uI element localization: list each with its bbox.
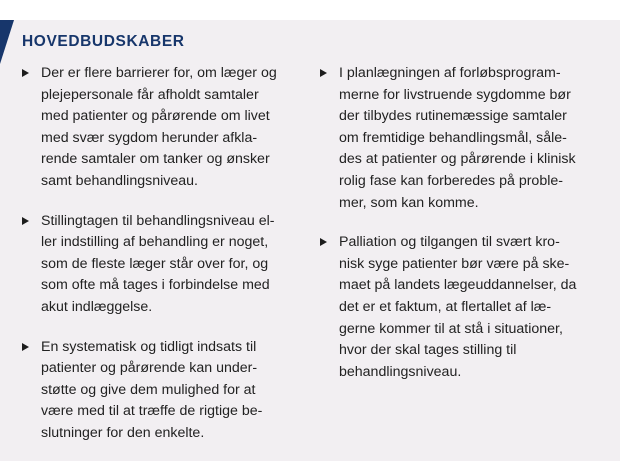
bullet-line: det er et faktum, at flertallet af læ-: [339, 298, 552, 315]
bullet-line: I planlægningen af forløbsprogram-: [339, 65, 561, 81]
bullet-line: behandlingsniveau.: [339, 363, 462, 380]
bullet-item: [22, 211, 304, 319]
bullet-line: des at patienter og pårørende i klinisk: [339, 151, 576, 168]
triangle-right-icon: [320, 69, 327, 77]
bullet-line: Palliation og tilgangen til svært kro-: [339, 234, 560, 251]
bullet-line: rolig fase kan forberedes på proble-: [339, 172, 563, 189]
triangle-right-icon: [320, 238, 327, 246]
bullet-item: [320, 232, 602, 383]
bullet-line: plejepersonale får afholdt samtaler: [41, 86, 259, 103]
bullet-line: hvor der skal tages stilling til: [339, 342, 517, 359]
bullet-line: med svær sygdom herunder afkla-: [41, 129, 258, 146]
bullet-line: om fremtidige behandlingsmål, såle-: [339, 129, 567, 146]
triangle-right-icon: [22, 343, 29, 351]
bullet-item: [22, 337, 304, 445]
corner-accent: [0, 20, 14, 64]
bullet-item: [22, 63, 304, 193]
bullet-line: støtte og give dem mulighed for at: [41, 381, 256, 398]
bullet-line: Stillingtagen til behandlingsniveau el-: [41, 212, 275, 229]
bullet-line: som de fleste læger står over for, og: [41, 255, 269, 272]
right-column: [320, 63, 602, 401]
bullet-line: mer, som kan komme.: [339, 194, 479, 211]
bullet-line: Der er flere barrierer for, om læger og: [41, 65, 277, 81]
bullet-line: samt behandlingsniveau.: [41, 172, 198, 189]
bullet-line: akut indlæggelse.: [41, 298, 153, 315]
bullet-line: ler indstilling af behandling er noget,: [41, 234, 269, 251]
bullet-line: rende samtaler om tanker og ønsker: [41, 151, 270, 168]
triangle-right-icon: [22, 217, 29, 225]
bullet-line: slutninger for den enkelte.: [41, 424, 205, 441]
bullet-line: der tilbydes rutinemæssige samtaler: [339, 108, 567, 125]
bullet-line: merne for livstruende sygdomme bør: [339, 86, 571, 103]
bullet-line: patienter og pårørende kan under-: [41, 360, 258, 377]
bullet-item: [320, 63, 602, 214]
bullet-line: maet på landets lægeuddannelser, da: [339, 277, 577, 294]
bullet-line: gerne kommer til at stå i situationer,: [339, 320, 563, 337]
bullet-line: nisk syge patienter bør være på ske-: [339, 255, 570, 272]
bullet-line: som ofte må tages i forbindelse med: [41, 277, 270, 294]
box-title: HOVEDBUDSKABER: [22, 33, 185, 50]
bullet-line: være med til at træffe de rigtige be-: [41, 403, 263, 420]
left-column: [22, 63, 304, 463]
triangle-right-icon: [22, 69, 29, 77]
bullet-line: En systematisk og tidligt indsats til: [41, 338, 257, 355]
bullet-line: med patienter og pårørende om livet: [41, 108, 270, 125]
